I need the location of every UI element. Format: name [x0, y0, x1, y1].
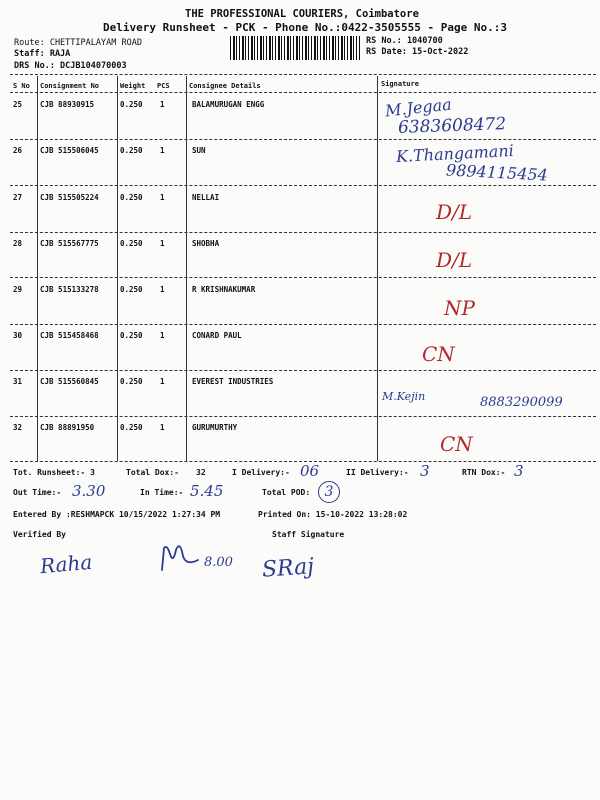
rtn-dox-value: 3 — [514, 462, 524, 480]
row-consignee: CONARD PAUL — [192, 331, 242, 340]
row-divider — [10, 139, 596, 140]
barcode — [230, 36, 360, 60]
row-consignee: SUN — [192, 146, 206, 155]
total-pod-label: Total POD: — [262, 488, 311, 497]
row-consignment: CJB 515506045 — [40, 146, 99, 155]
signature-handwritten: M.Jegaa — [384, 94, 453, 121]
signature-phone: 9894115454 — [445, 160, 549, 185]
row-sno: 26 — [13, 146, 23, 155]
verified-by-label: Verified By — [13, 530, 66, 539]
entered-by: Entered By :RESHMAPCK 10/15/2022 1:27:34 PM — [13, 510, 221, 519]
row-sno: 27 — [13, 193, 23, 202]
row-consignment: CJB 515505224 — [40, 193, 99, 202]
row-weight: 0.250 — [120, 377, 143, 386]
row-pcs: 1 — [160, 423, 165, 432]
route-label: Route: CHETTIPALAYAM ROAD — [14, 38, 142, 48]
row-weight: 0.250 — [120, 423, 143, 432]
row-divider — [10, 277, 596, 278]
row-consignment: CJB 515560845 — [40, 377, 99, 386]
table-header-rule — [10, 92, 596, 93]
signature-status: D/L — [436, 200, 473, 224]
row-consignee: GURUMURTHY — [192, 423, 238, 432]
col-header-consignment: Consignment No — [40, 82, 100, 90]
row-weight: 0.250 — [120, 100, 143, 109]
verified-signature: Raha — [39, 549, 94, 579]
verifier-initials-mark — [158, 540, 204, 574]
runsheet-subtitle: Delivery Runsheet - PCK - Phone No.:0422-3505555 - Page No.:3 — [103, 21, 507, 34]
total-pod-value: 3 — [318, 481, 340, 503]
row-pcs: 1 — [160, 285, 165, 294]
row-pcs: 1 — [160, 193, 165, 202]
row-consignment: CJB 88930915 — [40, 100, 95, 109]
row-consignment: CJB 88891950 — [40, 423, 95, 432]
row-consignee: SHOBHA — [192, 239, 220, 248]
signature-phone: 8883290099 — [480, 395, 563, 410]
row-pcs: 1 — [160, 331, 165, 340]
drs-number: DRS No.: DCJB104070003 — [14, 61, 127, 71]
out-time-label: Out Time:- — [13, 488, 62, 497]
col-divider — [37, 76, 38, 461]
i-delivery-label: I Delivery:- — [232, 468, 290, 477]
table-top-rule — [10, 74, 596, 75]
row-divider — [10, 185, 596, 186]
row-weight: 0.250 — [120, 239, 143, 248]
row-weight: 0.250 — [120, 285, 143, 294]
row-divider — [10, 370, 596, 371]
staff-signature: SRaj — [261, 554, 315, 583]
i-delivery-value: 06 — [300, 462, 320, 480]
row-sno: 30 — [13, 331, 23, 340]
col-header-signature: Signature — [381, 80, 419, 88]
row-divider — [10, 324, 596, 325]
total-dox-value: 32 — [196, 468, 206, 477]
rs-date: RS Date: 15-Oct-2022 — [366, 47, 469, 57]
row-consignee: BALAMURUGAN ENGG — [192, 100, 265, 109]
col-header-weight: Weight — [120, 82, 146, 90]
company-title: THE PROFESSIONAL COURIERS, Coimbatore — [185, 8, 419, 20]
row-sno: 32 — [13, 423, 23, 432]
verified-time: 8.00 — [204, 555, 233, 570]
col-header-consignee: Consignee Details — [189, 82, 261, 90]
row-weight: 0.250 — [120, 331, 143, 340]
rs-number: RS No.: 1040700 — [366, 36, 443, 46]
row-consignment: CJB 515458468 — [40, 331, 99, 340]
row-consignment: CJB 515567775 — [40, 239, 99, 248]
col-divider — [377, 76, 378, 461]
total-runsheet: Tot. Runsheet:- 3 — [13, 468, 95, 477]
row-consignment: CJB 515133278 — [40, 285, 99, 294]
row-divider — [10, 232, 596, 233]
ii-delivery-label: II Delivery:- — [346, 468, 409, 477]
row-sno: 25 — [13, 100, 23, 109]
col-divider — [186, 76, 187, 461]
row-pcs: 1 — [160, 377, 165, 386]
col-header-sno: S No — [13, 82, 30, 90]
signature-phone: 6383608472 — [397, 114, 507, 138]
col-header-pcs: PCS — [157, 82, 170, 90]
staff-label: Staff: RAJA — [14, 49, 71, 59]
row-pcs: 1 — [160, 146, 165, 155]
row-pcs: 1 — [160, 100, 165, 109]
col-divider — [117, 76, 118, 461]
row-weight: 0.250 — [120, 193, 143, 202]
row-consignee: R KRISHNAKUMAR — [192, 285, 256, 294]
row-divider — [10, 416, 596, 417]
signature-handwritten: K.Thangamani — [395, 140, 515, 167]
row-consignee: NELLAI — [192, 193, 220, 202]
in-time-value: 5.45 — [190, 482, 224, 500]
signature-handwritten: M.Kejin — [382, 390, 426, 403]
signature-status: CN — [440, 432, 473, 456]
rtn-dox-label: RTN Dox:- — [462, 468, 506, 477]
staff-signature-label: Staff Signature — [272, 530, 345, 539]
row-sno: 29 — [13, 285, 23, 294]
out-time-value: 3.30 — [72, 482, 106, 500]
signature-status: D/L — [436, 248, 473, 272]
signature-status: CN — [422, 342, 455, 366]
total-dox-label: Total Dox:- — [126, 468, 179, 477]
in-time-label: In Time:- — [140, 488, 184, 497]
printed-on: Printed On: 15-10-2022 13:28:02 — [258, 510, 408, 519]
row-pcs: 1 — [160, 239, 165, 248]
row-sno: 31 — [13, 377, 23, 386]
row-sno: 28 — [13, 239, 23, 248]
row-consignee: EVEREST INDUSTRIES — [192, 377, 274, 386]
row-weight: 0.250 — [120, 146, 143, 155]
ii-delivery-value: 3 — [420, 462, 430, 480]
signature-status: NP — [444, 296, 475, 320]
